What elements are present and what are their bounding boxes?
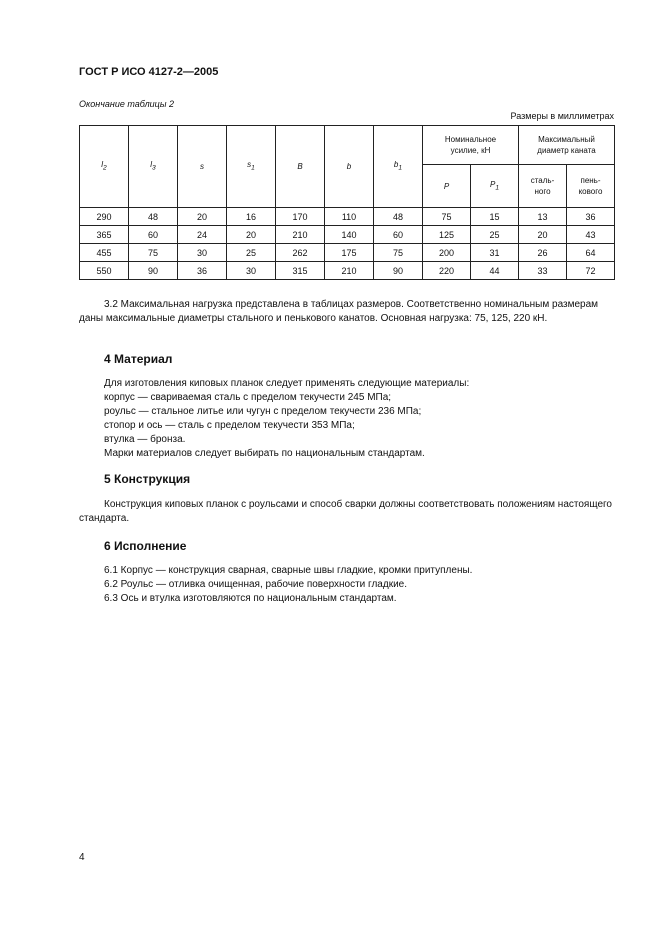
table-cell: 20 (227, 226, 276, 244)
table-cell: 26 (519, 244, 567, 262)
col-header-hemp: пень- кового (567, 165, 615, 208)
construction-paragraph: Конструкция киповых планок с роульсами и способ сварки должны соответствовать положениям настоящего стандарта. (79, 499, 612, 524)
table-cell: 31 (471, 244, 519, 262)
table-row (80, 262, 615, 280)
document-header: ГОСТ Р ИСО 4127-2—2005 (79, 66, 219, 78)
table-cell: 220 (423, 262, 471, 280)
table-row (80, 226, 615, 244)
table-units-note: Размеры в миллиметрах (510, 111, 614, 121)
section-4-heading: 4 Материал (104, 352, 173, 366)
table-cell: 365 (80, 226, 129, 244)
table-cell: 25 (227, 244, 276, 262)
col-header-P1: $P_1$ (471, 165, 519, 208)
table-cell: 75 (374, 244, 423, 262)
table-cell: 64 (567, 244, 615, 262)
table-cell: 175 (325, 244, 374, 262)
table-cell: 15 (471, 208, 519, 226)
execution-line-1: 6.1 Корпус — конструкция сварная, сварные швы гладкие, кромки притуплены. (104, 565, 473, 576)
table-cell: 140 (325, 226, 374, 244)
table-caption: Окончание таблицы 2 (79, 99, 174, 109)
table-cell: 36 (567, 208, 615, 226)
table-body (80, 208, 615, 280)
table-row (80, 244, 615, 262)
table-cell: 90 (129, 262, 178, 280)
table-cell: 20 (519, 226, 567, 244)
table-cell: 170 (276, 208, 325, 226)
col-group-max-rope-diameter: Максимальный диаметр каната (519, 126, 615, 165)
table-cell: 60 (129, 226, 178, 244)
table-cell: 262 (276, 244, 325, 262)
col-group-nominal-force: Номинальное усилие, кН (423, 126, 519, 165)
table-cell: 13 (519, 208, 567, 226)
table-cell: 550 (80, 262, 129, 280)
execution-line-3: 6.3 Ось и втулка изготовляются по национальным стандартам. (104, 593, 397, 604)
table-cell: 16 (227, 208, 276, 226)
table-cell: 43 (567, 226, 615, 244)
table-cell: 25 (471, 226, 519, 244)
col-header-l3: $l_3$ (129, 126, 178, 208)
table-cell: 30 (178, 244, 227, 262)
table-cell: 20 (178, 208, 227, 226)
paragraph-3-2: 3.2 Максимальная нагрузка представлена в таблицах размеров. Соответственно номинальным размерам даны максимальные диаметры стального и пенькового канатов. Основная нагрузка: 75, 125, 220 кН. (79, 299, 599, 324)
material-line-1: Для изготовления киповых планок следует применять следующие материалы: (104, 378, 470, 389)
table-cell: 24 (178, 226, 227, 244)
table-cell: 200 (423, 244, 471, 262)
table-cell: 75 (423, 208, 471, 226)
table-cell: 455 (80, 244, 129, 262)
dimensions-table (79, 125, 615, 280)
col-header-B: B (276, 126, 325, 208)
table-cell: 90 (374, 262, 423, 280)
col-header-P: P (423, 165, 471, 208)
col-header-l2: $l_2$ (80, 126, 129, 208)
col-header-b1: $b_1$ (374, 126, 423, 208)
table-cell: 36 (178, 262, 227, 280)
page-number: 4 (79, 852, 85, 863)
table-cell: 60 (374, 226, 423, 244)
material-line-2: корпус — свариваемая сталь с пределом текучести 245 МПа; (104, 392, 392, 403)
material-line-6: Марки материалов следует выбирать по национальным стандартам. (104, 448, 425, 459)
table-cell: 30 (227, 262, 276, 280)
table-cell: 125 (423, 226, 471, 244)
table-cell: 48 (129, 208, 178, 226)
table-cell: 33 (519, 262, 567, 280)
table-cell: 290 (80, 208, 129, 226)
material-line-3: роульс — стальное литье или чугун с пределом текучести 236 МПа; (104, 406, 422, 417)
table-cell: 75 (129, 244, 178, 262)
table-cell: 315 (276, 262, 325, 280)
material-line-5: втулка — бронза. (104, 434, 186, 445)
table-cell: 210 (276, 226, 325, 244)
col-header-steel: сталь- ного (519, 165, 567, 208)
execution-line-2: 6.2 Роульс — отливка очищенная, рабочие поверхности гладкие. (104, 579, 408, 590)
table-cell: 48 (374, 208, 423, 226)
material-line-4: стопор и ось — сталь с пределом текучести 353 МПа; (104, 420, 355, 431)
table-cell: 72 (567, 262, 615, 280)
section-5-heading: 5 Конструкция (104, 472, 191, 486)
table-cell: 44 (471, 262, 519, 280)
table-row (80, 208, 615, 226)
col-header-s1: $s_1$ (227, 126, 276, 208)
col-header-b: b (325, 126, 374, 208)
section-6-heading: 6 Исполнение (104, 539, 187, 553)
col-header-s: s (178, 126, 227, 208)
table-cell: 110 (325, 208, 374, 226)
table-cell: 210 (325, 262, 374, 280)
